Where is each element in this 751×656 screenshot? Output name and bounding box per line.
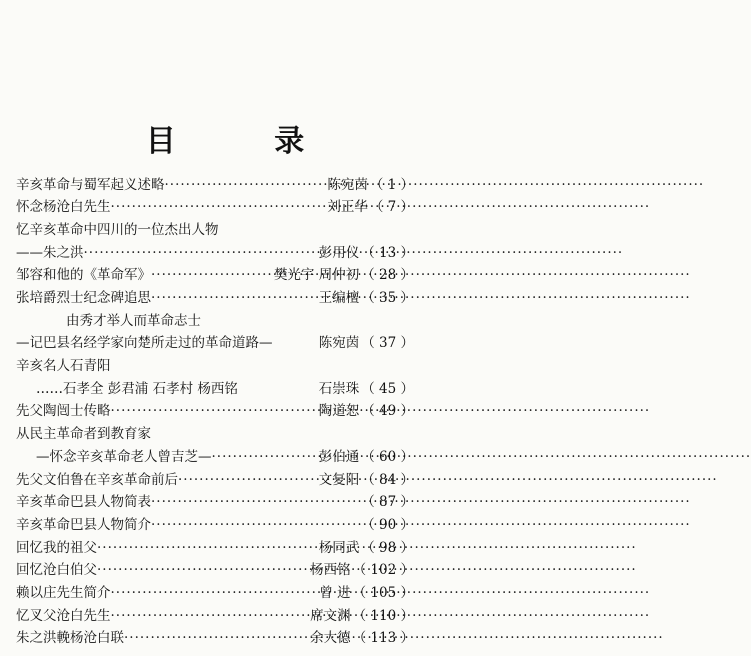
toc-leader (165, 179, 327, 193)
toc-entry-title: —怀念辛亥革命老人曾吉芝— (36, 448, 212, 465)
toc-entry-title: 先父文伯鲁在辛亥革命前后 (16, 471, 178, 488)
toc-entry (16, 287, 414, 310)
toc-leader (111, 201, 327, 215)
toc-entry-page: （ 45 ） (361, 380, 414, 397)
toc-entry (16, 469, 414, 492)
toc-entry (16, 446, 414, 469)
toc-entry-page: （ 28 ） (361, 267, 414, 284)
toc-leader (151, 496, 358, 510)
toc-entry-title: 忆辛亥革命中四川的一位杰出人物 (16, 221, 219, 238)
toc-entry (16, 242, 414, 265)
toc-entry-title: 赖以庄先生简介 (16, 584, 111, 601)
toc-entry-author: 陈宛茵 (327, 176, 368, 193)
toc-entry (16, 492, 414, 515)
toc-entry-title: 辛亥革命巴县人物简介 (16, 516, 151, 533)
toc-entry-title: 朱之洪輓杨沧白联 (16, 630, 124, 647)
toc-entry-page: （ 105 ） (352, 584, 414, 601)
toc-entry-author: 杨西铭 (310, 562, 351, 579)
toc-entry (16, 219, 414, 242)
toc-entry-author: 石崇珠 (318, 380, 360, 397)
toc-leader (84, 247, 318, 261)
toc-leader (151, 292, 318, 306)
toc-entry-title: 由秀才举人而革命志士 (66, 312, 201, 329)
toc-entry (16, 265, 414, 288)
toc-entry-author: 陶道恕 (318, 403, 360, 420)
toc-entry-author: 杨同武 (318, 539, 360, 556)
toc-entry-page: （ 13 ） (361, 244, 414, 261)
toc-entry-author: 彭用仪 (318, 244, 360, 261)
toc-entry-page: （ 98 ） (361, 539, 414, 556)
toc-entry-author: 文复阳 (318, 471, 360, 488)
toc-entry-title: 先父陶闿士传略 (16, 403, 111, 420)
toc-entry-title: ……石孝全 彭君浦 石孝村 杨西铭 (36, 380, 238, 397)
toc-entry (16, 401, 414, 424)
toc-entry-title: 回忆沧白伯父 (16, 562, 97, 579)
toc-entry-author: 王编檀 (318, 290, 360, 307)
toc-entry-title: 辛亥名人石青阳 (16, 358, 111, 375)
toc-entry-page: （ 110 ） (352, 607, 414, 624)
toc-leader (178, 474, 318, 488)
toc-entry-page: （ 113 ） (352, 630, 414, 647)
toc-entry (16, 378, 414, 401)
toc-leader (111, 405, 318, 419)
toc-entry-page: （ 37 ） (361, 335, 414, 352)
toc-entry (16, 537, 414, 560)
toc-leader (212, 451, 318, 465)
toc-entry-author: 刘正华 (327, 199, 368, 216)
toc-entry (16, 356, 414, 379)
toc-leader (151, 519, 358, 533)
toc-entry-page: （ 102 ） (352, 562, 414, 579)
toc-entry-author: 余大德 (310, 630, 351, 647)
toc-entry-title: 回忆我的祖父 (16, 539, 97, 556)
toc-entry-title: 辛亥革命与蜀军起义述略 (16, 176, 165, 193)
toc-leader (97, 542, 318, 556)
toc-entry (16, 560, 414, 583)
toc-entry-title: ——朱之洪 (16, 244, 84, 261)
toc-entry (16, 197, 414, 220)
toc-entry-author: 曾 进 (319, 584, 351, 601)
toc-entry-title: 忆叉父沧白先生 (16, 607, 111, 624)
toc-entry-title: 邹容和他的《革命军》 (16, 267, 151, 284)
toc-entry-author: 陈宛茵 (318, 335, 360, 352)
table-of-contents (16, 174, 414, 650)
toc-entry (16, 174, 414, 197)
toc-entry-page: （ 90 ） (361, 516, 414, 533)
toc-entry-title: 辛亥革命巴县人物简表 (16, 494, 151, 511)
toc-entry-author: 彭伯通 (318, 448, 360, 465)
page-title: 目 录 (145, 124, 349, 159)
toc-entry (16, 514, 414, 537)
toc-entry (16, 310, 414, 333)
toc-entry (16, 582, 414, 605)
toc-leader (151, 269, 273, 283)
toc-entry-title: —记巴县名经学家向楚所走过的革命道路— (16, 335, 273, 352)
toc-leader (111, 610, 310, 624)
toc-entry-title: 怀念杨沧白先生 (16, 199, 111, 216)
toc-entry (16, 628, 414, 651)
toc-entry-page: （ 60 ） (361, 448, 414, 465)
toc-entry-page: （ 84 ） (361, 471, 414, 488)
toc-entry (16, 605, 414, 628)
toc-entry-page: （ 7 ） (369, 199, 414, 216)
toc-entry (16, 333, 414, 356)
toc-entry-page: （ 87 ） (361, 494, 414, 511)
toc-entry-author: 席文渊 (310, 607, 351, 624)
toc-entry-page: （ 35 ） (361, 290, 414, 307)
toc-entry-title: 张培爵烈士纪念碑追思 (16, 290, 151, 307)
toc-entry (16, 424, 414, 447)
toc-leader (124, 632, 309, 646)
toc-entry-author: 樊光宇 周仲初 (273, 267, 360, 284)
toc-entry-page: （ 1 ） (369, 176, 414, 193)
toc-leader (111, 587, 319, 601)
toc-leader (97, 564, 309, 578)
toc-entry-title: 从民主革命者到教育家 (16, 426, 151, 443)
toc-entry-page: （ 49 ） (361, 403, 414, 420)
